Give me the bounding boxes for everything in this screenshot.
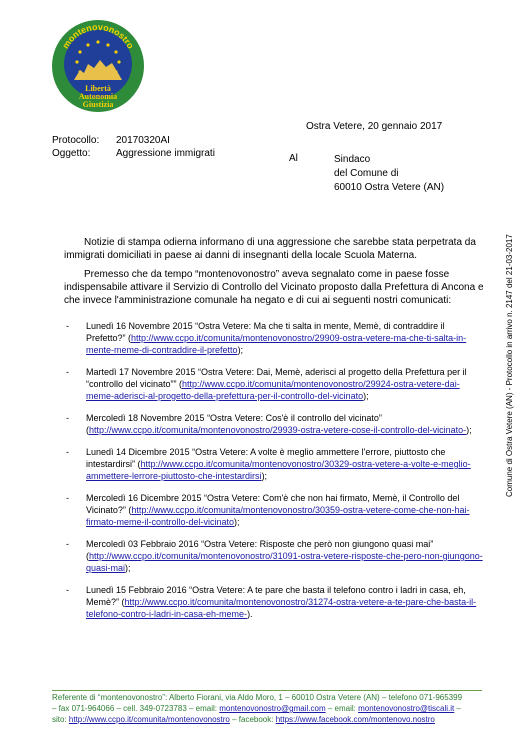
- footer-divider: [52, 690, 482, 691]
- footer-contacts: – fax 071-964066 – cell. 349-0723783 – email:: [52, 704, 220, 713]
- bullet-dash: -: [66, 447, 69, 457]
- footer-site-link[interactable]: http://www.ccpo.it/comunita/montenovonostro: [68, 715, 230, 724]
- recipient-line-2: del Comune di: [334, 168, 399, 179]
- bullet-dash: -: [66, 539, 69, 549]
- footer-line-3: [52, 714, 482, 725]
- item-tail: );: [363, 391, 369, 401]
- list-item: [66, 584, 486, 620]
- subject-value: Aggressione immigrati: [116, 148, 215, 159]
- footer-line-1: Referente di “montenovonostro”: Alberto Fiorani, via Aldo Moro, 1 – 60010 Ostra Vetere (AN) – telefono 071-965399: [52, 693, 463, 702]
- footer-separator: – email:: [325, 704, 359, 713]
- protocol-label: Protocollo:: [52, 135, 100, 146]
- item-link[interactable]: http://www.ccpo.it/comunita/montenovonostro/29909-ostra-vetere-ma-che-ti-salta-in-mente-meme-di-contraddire-il-prefetto: [86, 333, 467, 355]
- item-link[interactable]: http://www.ccpo.it/comunita/montenovonostro/29924-ostra-vetere-dai-meme-aderisci-al-progetto-della-prefettura-per-il-controllo-del-vicinato: [86, 379, 460, 401]
- footer-line-2: [52, 703, 482, 714]
- item-text: Martedì 17 Novembre 2015 “Ostra Vetere: Dai, Memè, aderisci al progetto della Prefettura per il “controllo del vicinato”” (: [86, 367, 467, 389]
- footer-email-tiscali[interactable]: montenovonostro@tiscali.it: [358, 704, 455, 713]
- letter-date: Ostra Vetere, 20 gennaio 2017: [306, 121, 443, 132]
- list-item: [66, 366, 486, 402]
- item-link[interactable]: http://www.ccpo.it/comunita/montenovonostro/30329-ostra-vetere-a-volte-e-meglio-ammettere-lerrore-piuttosto-che-intestardirsi: [86, 459, 471, 481]
- footer-site-label: sito:: [52, 715, 69, 724]
- body-paragraph-2: Premesso che da tempo “montenovonostro” aveva segnalato come in paese fosse indispensabile attivare il Servizio di Controllo del Vicinato proposto dalla Prefettura di Ancona e che invece l'amministrazione comunale ha negato e di cui ai seguenti nostri comunicati:: [64, 269, 484, 306]
- bullet-dash: -: [66, 367, 69, 377]
- item-text: Lunedì 14 Dicembre 2015 “Ostra Vetere: A volte è meglio ammettere l'errore, piuttosto che intestardirsi” (: [86, 447, 446, 469]
- item-text: Mercoledì 03 Febbraio 2016 “Ostra Vetere: Risposte che però non giungono quasi mai” (: [86, 539, 434, 561]
- item-tail: ).: [247, 609, 253, 619]
- bullet-dash: -: [66, 493, 69, 503]
- bullet-dash: -: [66, 585, 69, 595]
- list-item: [66, 492, 486, 528]
- logo-line-3: Giustizia: [82, 100, 114, 109]
- item-text: Mercoledì 16 Dicembre 2015 “Ostra Vetere: Com'è che non hai firmato, Memè, il Controllo del Vicinato?” (: [86, 493, 460, 515]
- recipient-line-3: 60010 Ostra Vetere (AN): [334, 182, 445, 193]
- subject-label: Oggetto:: [52, 148, 91, 159]
- logo-line-1: Libertà: [85, 84, 111, 93]
- footer-email-gmail[interactable]: montenovonostro@gmail.com: [219, 704, 326, 713]
- item-tail: );: [466, 425, 472, 435]
- item-tail: );: [234, 517, 240, 527]
- item-link[interactable]: http://www.ccpo.it/comunita/montenovonostro/31274-ostra-vetere-a-te-pare-che-basta-il-telefono-contro-i-ladri-in-casa-eh-meme-: [86, 597, 477, 619]
- item-text: Mercoledì 18 Novembre 2015 “Ostra Vetere: Cos'è il controllo del vicinato” (: [86, 413, 382, 435]
- montenovonostro-logo: [50, 18, 146, 114]
- body-paragraph-1: Notizie di stampa odierna informano di una aggressione che sarebbe stata perpetrata da immigrati domiciliati in paese ai danni di insegnanti della locale Scuola Materna.: [64, 237, 476, 261]
- logo-arc-text: montenovonostro: [60, 21, 136, 51]
- item-link[interactable]: http://www.ccpo.it/comunita/montenovonostro/30359-ostra-vetere-come-che-non-hai-firmato-meme-il-controllo-del-vicinato: [86, 505, 470, 527]
- protocol-value: 20170320AI: [116, 135, 170, 146]
- item-text: Lunedì 16 Novembre 2015 “Ostra Vetere: Ma che ti salta in mente, Memè, di contraddire il Prefetto?” (: [86, 321, 445, 343]
- bullet-dash: -: [66, 321, 69, 331]
- communique-list: [66, 320, 486, 630]
- footer-facebook-label: – facebook:: [229, 715, 276, 724]
- to-label: Al: [289, 153, 298, 164]
- footer-facebook-link[interactable]: https://www.facebook.com/montenovo.nostro: [275, 715, 435, 724]
- recipient-block: [334, 153, 444, 195]
- item-tail: );: [125, 563, 131, 573]
- item-link[interactable]: http://www.ccpo.it/comunita/montenovonostro/29939-ostra-vetere-cose-il-controllo-del-vicinato-: [89, 425, 467, 435]
- list-item: [66, 446, 486, 482]
- bullet-dash: -: [66, 413, 69, 423]
- item-text: Lunedì 15 Febbraio 2016 “Ostra Vetere: A te pare che basta il telefono contro i ladri in casa, eh, Memè?” (: [86, 585, 466, 607]
- item-link[interactable]: http://www.ccpo.it/comunita/montenovonostro/31091-ostra-vetere-risposte-che-pero-non-giungono-quasi-mai: [86, 551, 483, 573]
- logo-line-2: Autonomia: [78, 92, 118, 101]
- protocol-stamp-text: Comune di Ostra Vetere (AN) - Protocollo in arrivo n. 2147 del 21-03-2017: [505, 234, 514, 497]
- item-tail: );: [237, 345, 244, 355]
- item-tail: );: [261, 471, 268, 481]
- list-item: [66, 320, 486, 356]
- list-item: [66, 538, 486, 574]
- list-item: [66, 412, 486, 436]
- footer: [52, 692, 482, 725]
- footer-separator-end: –: [454, 704, 461, 713]
- recipient-line-1: Sindaco: [334, 154, 371, 165]
